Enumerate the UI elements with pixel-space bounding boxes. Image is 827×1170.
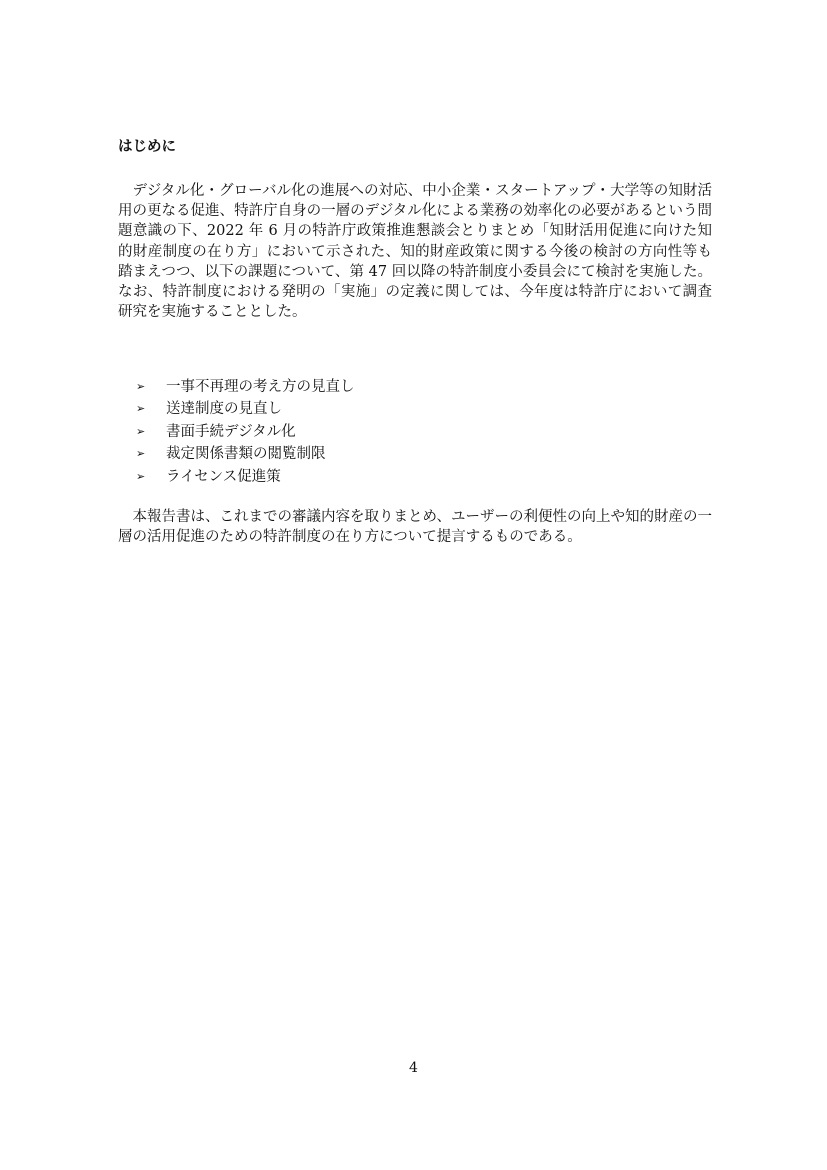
list-item-text: 送達制度の見直し <box>166 401 282 418</box>
intro-paragraph: デジタル化・グローバル化の進展への対応、中小企業・スタートアップ・大学等の知財活用の更なる促進、特許庁自身の一層のデジタル化による業務の効率化の必要があるという問題意識の下、2022 年 6 月の特許庁政策推進懇談会とりまとめ「知財活用促進に向けた知的財産制度の在り方」において示された、知的財産政策に関する今後の検討の方向性等も踏まえつつ、以下の課題について、第 47 回以降の特許制度小委員会にて検討を実施した。なお、特許制度における発明の「実施」の定義に関しては、今年度は特許庁において調査研究を実施することとした。 <box>118 183 712 321</box>
arrow-bullet-icon: ➢ <box>136 424 146 438</box>
topic-list <box>136 376 355 488</box>
arrow-bullet-icon: ➢ <box>136 380 146 393</box>
arrow-bullet-icon: ➢ <box>136 469 146 483</box>
arrow-bullet-icon: ➢ <box>136 402 146 416</box>
list-item <box>136 398 355 420</box>
list-item-text: 一事不再理の考え方の見直し <box>166 379 355 395</box>
list-item <box>136 466 355 488</box>
list-item <box>136 443 355 465</box>
list-item <box>136 376 355 398</box>
list-item-text: 裁定関係書類の閲覧制限 <box>166 446 326 463</box>
list-item-text: 書面手続デジタル化 <box>166 423 296 440</box>
closing-paragraph: 本報告書は、これまでの審議内容を取りまとめ、ユーザーの利便性の向上や知的財産の一層の活用促進のための特許制度の在り方について提言するものである。 <box>118 509 712 546</box>
arrow-bullet-icon: ➢ <box>136 447 146 461</box>
list-item <box>136 421 355 443</box>
page-number: 4 <box>409 1060 418 1076</box>
section-heading: はじめに <box>118 138 176 155</box>
list-item-text: ライセンス促進策 <box>166 468 281 485</box>
